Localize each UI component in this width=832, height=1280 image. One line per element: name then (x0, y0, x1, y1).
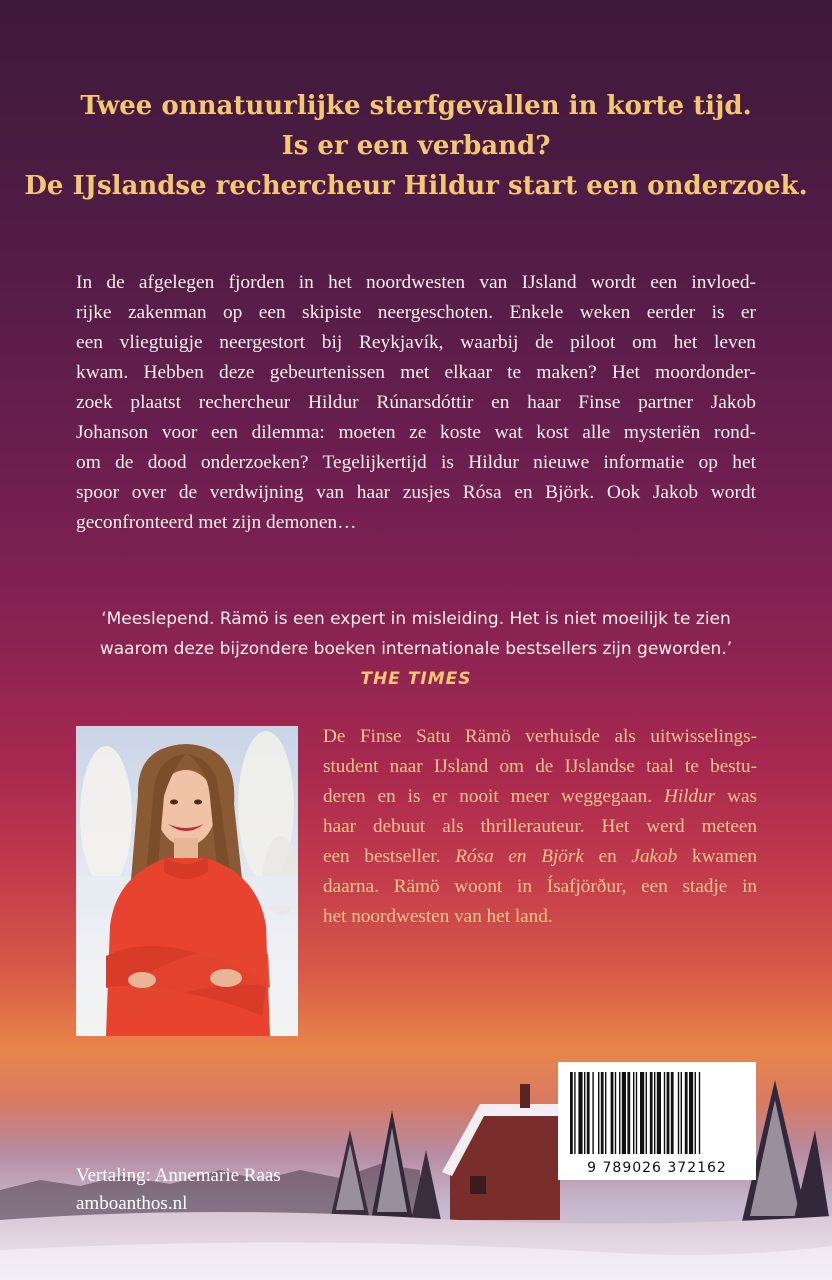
author-photo (76, 726, 298, 1036)
barcode-bar (598, 1072, 599, 1154)
barcode-bar (664, 1072, 665, 1154)
barcode-bar (646, 1072, 647, 1154)
synopsis-line: rijke zakenman op een skipiste neergeschoten. Enkele weken eerder is er (76, 302, 756, 323)
book-title: Hildur (664, 786, 716, 807)
barcode-bar (689, 1072, 693, 1154)
bio-line: daarna. Rämö woont in Ísafjörður, een stadje in (323, 876, 757, 897)
barcode-bar (678, 1072, 679, 1154)
bio-line: het noordwesten van het land. (323, 906, 553, 927)
barcode-bar (578, 1072, 582, 1154)
barcode-bar (622, 1072, 626, 1154)
author-bio (323, 722, 757, 932)
bio-line: haar debuut als thrillerauteur. Het werd meteen (323, 816, 757, 837)
publisher-website: amboanthos.nl (76, 1193, 188, 1214)
barcode-bar (601, 1072, 604, 1154)
synopsis-line: In de afgelegen fjorden in het noordwesten van IJsland wordt een invloed- (76, 272, 756, 293)
barcode-bar (587, 1072, 590, 1154)
bio-text: was (715, 786, 758, 807)
quote-source: THE TIMES (360, 669, 472, 689)
barcode-bar (667, 1072, 670, 1154)
bio-line (323, 782, 757, 812)
barcode-bar (592, 1072, 593, 1154)
synopsis-line: spoor over de verdwijning van haar zusjes Rósa en Björk. Ook Jakob wordt (76, 482, 756, 503)
book-title: Rósa en Björk (455, 846, 584, 867)
isbn-barcode (558, 1062, 756, 1180)
barcode-bar (611, 1072, 614, 1154)
bio-text: deren en is er nooit meer weggegaan. (323, 786, 665, 807)
translator-credit: Vertaling: Annemarie Raas (76, 1165, 281, 1186)
author-portrait-illustration (76, 726, 298, 1036)
barcode-bar (615, 1072, 616, 1154)
bio-text: en (583, 846, 632, 867)
barcode-bar (627, 1072, 630, 1154)
synopsis-line: geconfronteerd met zijn demonen… (76, 512, 357, 533)
synopsis-line: Johanson voor een dilemma: moeten ze koste wat kost alle mysteriën rond- (76, 422, 756, 443)
barcode-bar (636, 1072, 637, 1154)
barcode-bar (671, 1072, 674, 1154)
barcode-bars (570, 1072, 744, 1154)
headline-line: Is er een verband? (281, 131, 551, 161)
barcode-bar (605, 1072, 606, 1154)
barcode-bar (640, 1072, 644, 1154)
headline (0, 86, 832, 206)
barcode-bar (619, 1072, 620, 1154)
barcode-bar (584, 1072, 585, 1154)
bio-line: student naar IJsland om de IJslandse taal te bestu- (323, 756, 757, 777)
barcode-bar (570, 1072, 573, 1154)
headline-line: Twee onnatuurlijke sterfgevallen in korte tijd. (80, 91, 752, 121)
barcode-bar (699, 1072, 700, 1154)
barcode-bar (633, 1072, 634, 1154)
barcode-bar (654, 1072, 655, 1154)
barcode-bar (657, 1072, 661, 1154)
synopsis-line: een vliegtuigje neergestort bij Reykjavík, waarbij de piloot om het leven (76, 332, 756, 353)
synopsis-line: kwam. Hebben deze gebeurtenissen met elkaar te maken? Het moordonder- (76, 362, 756, 383)
bio-line (323, 842, 757, 872)
barcode-bar (685, 1072, 688, 1154)
barcode-bar (695, 1072, 696, 1154)
synopsis (76, 268, 756, 538)
quote-line: waarom deze bijzondere boeken internationale bestsellers zijn geworden.’ (99, 639, 733, 659)
synopsis-line: om de dood onderzoeken? Tegelijkertijd is Hildur nieuwe informatie op het (76, 452, 756, 473)
barcode-bar (681, 1072, 682, 1154)
credits (76, 1162, 281, 1218)
quote-line: ‘Meeslepend. Rämö is een expert in misleiding. Het is niet moeilijk te zien (101, 609, 731, 629)
barcode-bar (650, 1072, 653, 1154)
barcode-bar (574, 1072, 575, 1154)
headline-line: De IJslandse rechercheur Hildur start een onderzoek. (24, 171, 808, 201)
bio-text: kwamen (677, 846, 757, 867)
book-title: Jakob (631, 846, 678, 867)
press-quote (40, 604, 792, 694)
synopsis-line: zoek plaatst rechercheur Hildur Rúnarsdóttir en haar Finse partner Jakob (76, 392, 756, 413)
isbn-number: 9 789026 372162 (587, 1160, 727, 1176)
bio-text: een bestseller. (323, 846, 456, 867)
bio-line: De Finse Satu Rämö verhuisde als uitwisselings- (323, 726, 757, 747)
